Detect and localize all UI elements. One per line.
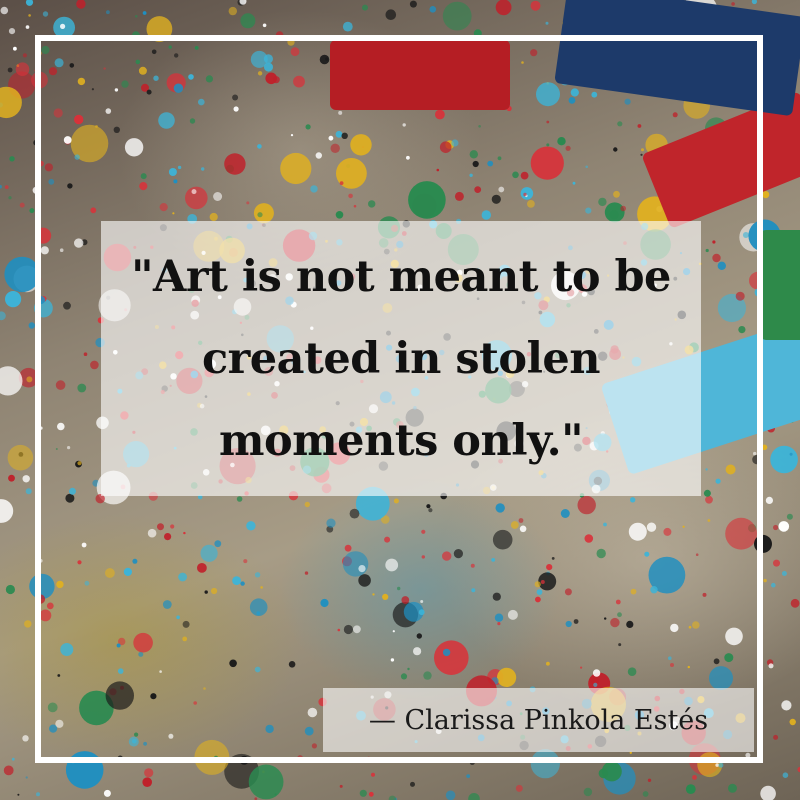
paint-drop <box>143 11 147 15</box>
paint-drop <box>26 376 32 382</box>
paint-drop <box>17 794 19 796</box>
paint-drop <box>466 774 470 778</box>
paint-drop <box>76 0 85 9</box>
paint-drop <box>599 769 609 779</box>
paint-drop <box>718 763 723 768</box>
paint-drop <box>773 735 778 740</box>
paint-drop <box>26 776 28 778</box>
paint-drop <box>26 0 33 6</box>
paint-drop <box>648 779 651 782</box>
paint-drop <box>791 599 800 608</box>
paint-drop <box>343 22 353 32</box>
paint-drop <box>24 620 31 627</box>
paint-drop <box>16 62 30 76</box>
paint-drop <box>766 497 773 504</box>
paint-drop <box>135 15 138 18</box>
paint-drop <box>362 5 368 11</box>
paint-drop <box>692 775 697 780</box>
author-name: — Clarissa Pinkola Estés <box>368 704 709 736</box>
paint-drop <box>36 792 40 796</box>
paint-drop <box>752 0 757 4</box>
quote-text: "Art is not meant to be created in stolen moments only." <box>131 251 671 466</box>
paint-drop <box>26 25 30 29</box>
paint-drop <box>760 786 776 800</box>
paint-drop <box>5 291 21 307</box>
paint-drop <box>770 446 798 474</box>
paint-drop <box>22 735 28 741</box>
paint-drop <box>763 579 766 582</box>
paint-drop <box>5 185 9 189</box>
paint-drop <box>468 793 480 800</box>
paint-drop <box>0 499 13 523</box>
paint-drop <box>23 475 30 482</box>
paint-drop <box>0 185 2 189</box>
paint-drop <box>516 785 523 792</box>
paint-drop <box>12 758 15 761</box>
paint-drop <box>6 585 15 594</box>
paint-drop <box>771 583 776 588</box>
paint-drop <box>410 1 417 8</box>
paint-drop <box>144 768 153 777</box>
paint-drop <box>229 7 237 15</box>
paint-drop <box>104 790 111 797</box>
paint-drop <box>13 47 17 51</box>
paint-drop <box>386 9 397 20</box>
paint-drop <box>686 784 696 794</box>
paint-drop <box>773 560 780 567</box>
paint-drop <box>43 11 48 16</box>
paint-drop <box>773 525 778 530</box>
paint-drop <box>783 772 789 778</box>
paint-drop <box>360 790 367 797</box>
paint-drop <box>371 773 375 777</box>
paint-drop <box>249 765 284 800</box>
paint-drop <box>8 445 34 471</box>
paint-drop <box>20 203 25 208</box>
paint-drop <box>8 196 11 199</box>
paint-drop <box>142 777 152 787</box>
paint-drop <box>762 191 769 198</box>
paint-drop <box>781 700 791 710</box>
paint-drop <box>790 719 796 725</box>
paint-bottle-green <box>760 230 800 340</box>
paint-drop <box>369 792 374 797</box>
paint-drop <box>8 68 13 73</box>
paint-drop <box>446 791 456 800</box>
paint-drop <box>787 514 793 520</box>
paint-drop <box>9 156 14 161</box>
paint-drop <box>584 788 592 796</box>
paint-drop <box>790 453 793 456</box>
paint-drop <box>410 782 415 787</box>
paint-drop <box>28 14 31 17</box>
paint-drop <box>60 24 65 29</box>
paint-drop <box>29 208 34 213</box>
paint-drop <box>531 1 541 11</box>
paint-drop <box>4 766 14 776</box>
paint-drop <box>389 796 396 800</box>
paint-drop <box>340 785 343 788</box>
paint-drop <box>496 0 512 15</box>
paint-drop <box>0 311 6 320</box>
paint-drop <box>0 366 23 395</box>
paint-drop <box>779 521 790 532</box>
attribution-panel <box>323 688 754 752</box>
paint-drop <box>106 10 110 14</box>
quote-panel <box>101 221 701 496</box>
paint-drop <box>769 663 774 668</box>
paint-drop <box>9 28 15 34</box>
paint-drop <box>240 13 255 28</box>
paint-drop <box>23 53 27 57</box>
paint-drop <box>263 24 267 28</box>
paint-drop <box>430 6 437 13</box>
paint-drop <box>8 475 15 482</box>
paint-drop <box>546 22 549 25</box>
paint-drop <box>782 571 787 576</box>
paint-drop <box>728 784 737 793</box>
paint-drop <box>443 2 472 31</box>
paint-drop <box>1 7 9 15</box>
paint-drop <box>26 488 32 494</box>
paint-drop <box>731 2 735 6</box>
paint-drop <box>643 791 649 797</box>
